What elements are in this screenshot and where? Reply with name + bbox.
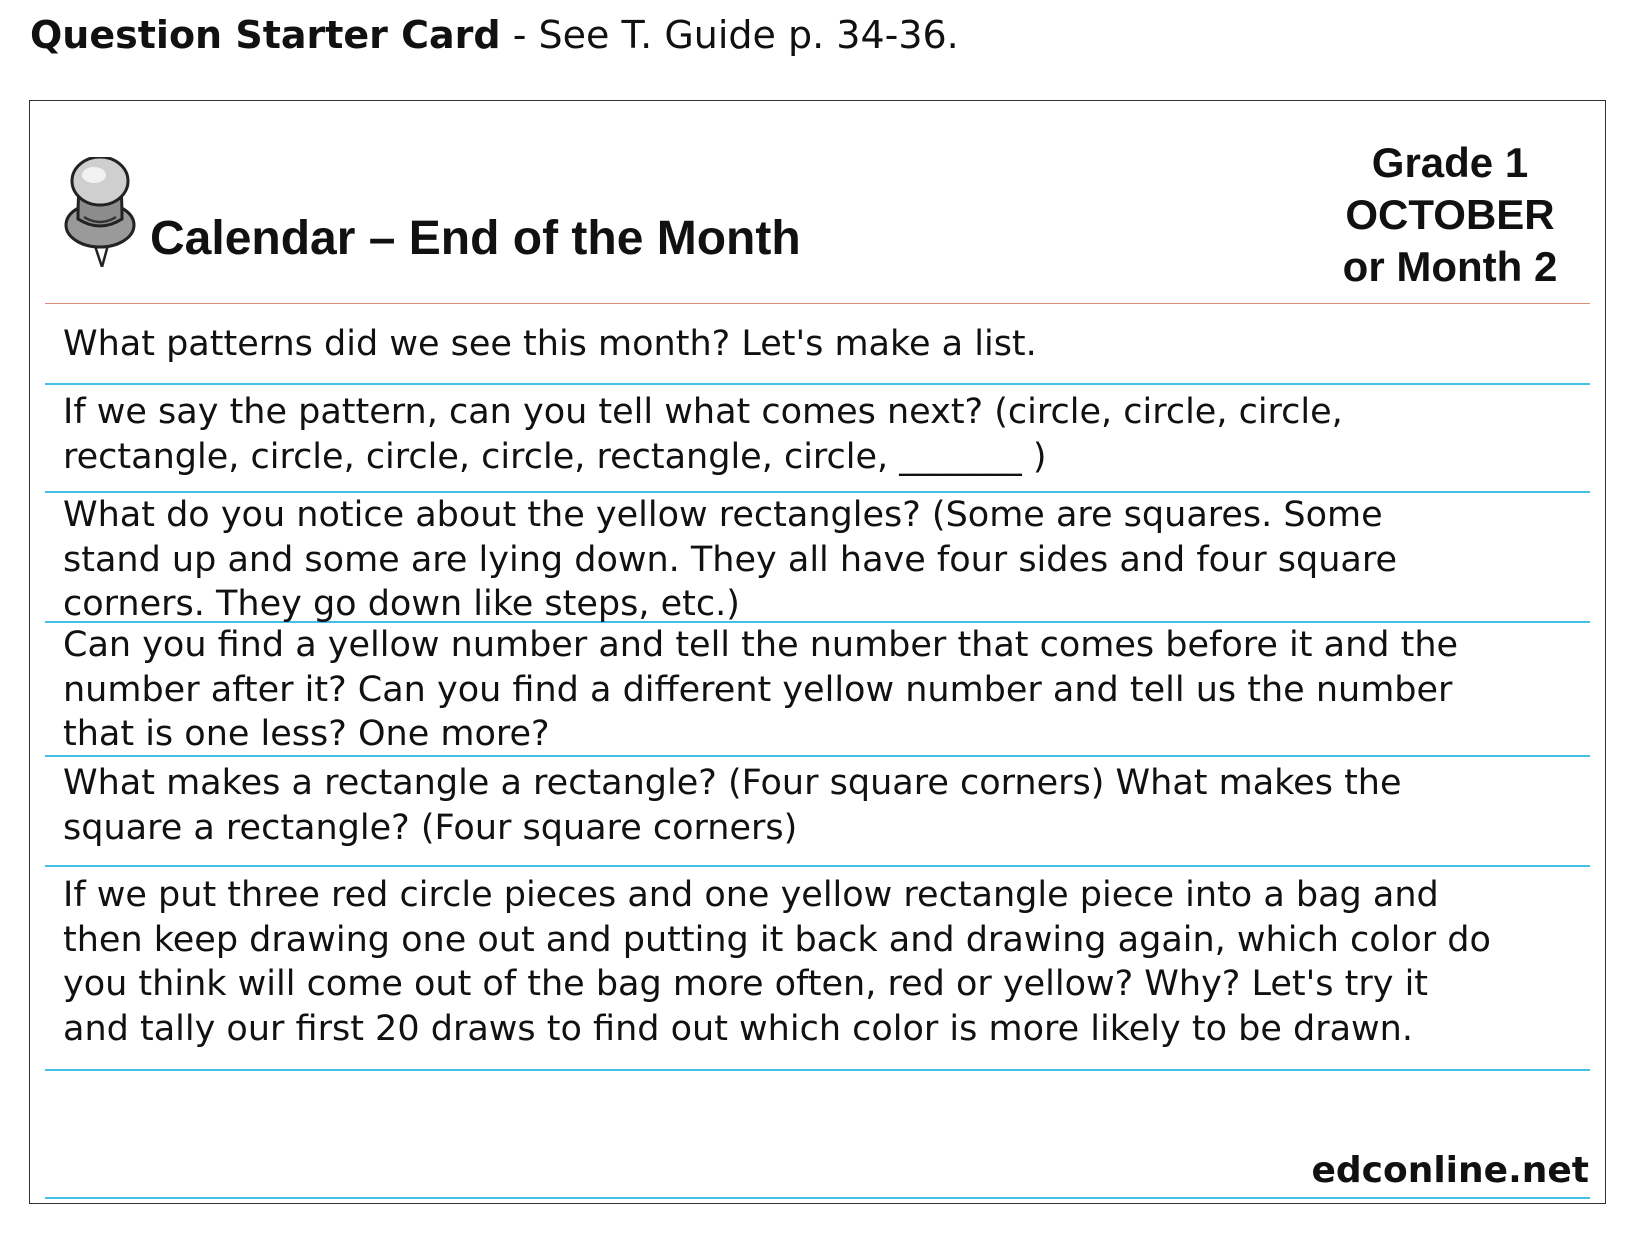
question-line: then keep drawing one out and putting it back and drawing again, which color do — [63, 919, 1491, 960]
month-label: OCTOBER — [1345, 191, 1555, 238]
question-card — [29, 100, 1606, 1204]
question-line: number after it? Can you find a different yellow number and tell us the number — [63, 669, 1453, 710]
question-line: that is one less? One more? — [63, 714, 550, 754]
question-item — [45, 867, 1590, 1071]
question-line: What do you notice about the yellow rectangles? (Some are squares. Some — [63, 495, 1383, 535]
question-line: Can you find a yellow number and tell the number that comes before it and the — [63, 625, 1459, 665]
question-text — [63, 873, 1582, 1051]
title-divider — [45, 303, 1590, 304]
guide-reference: - See T. Guide p. 34-36. — [500, 13, 959, 57]
question-item — [45, 623, 1590, 757]
card-title: Calendar – End of the Month — [150, 212, 801, 265]
pushpin-icon — [58, 157, 142, 267]
grade-label: Grade 1 — [1371, 139, 1529, 186]
question-text — [63, 390, 1582, 479]
question-line: What patterns did we see this month? Let's make a list. — [63, 324, 1037, 364]
question-text — [63, 322, 1582, 367]
question-line: and tally our first 20 draws to find out which color is more likely to be drawn. — [63, 1008, 1413, 1049]
footer-divider — [45, 1197, 1590, 1199]
question-text — [63, 493, 1582, 627]
question-line: If we say the pattern, can you tell what comes next? (circle, circle, circle, — [63, 392, 1343, 432]
question-item — [45, 385, 1590, 493]
grade-month-label — [1300, 137, 1600, 293]
page-header — [30, 12, 959, 58]
question-line: What makes a rectangle a rectangle? (Four square corners) What makes the — [63, 763, 1402, 803]
question-item — [45, 305, 1590, 385]
question-item — [45, 493, 1590, 623]
card-type-title: Question Starter Card — [30, 13, 501, 57]
question-line: stand up and some are lying down. They all have four sides and four square — [63, 539, 1398, 580]
month-number-label: or Month 2 — [1342, 243, 1558, 290]
question-line: corners. They go down like steps, etc.) — [63, 584, 740, 624]
question-item — [45, 757, 1590, 867]
question-line: If we put three red circle pieces and one yellow rectangle piece into a bag and — [63, 875, 1439, 915]
question-line: square a rectangle? (Four square corners) — [63, 807, 798, 848]
question-line: rectangle, circle, circle, circle, rectangle, circle, _______ ) — [63, 436, 1047, 477]
site-name: edconline.net — [1311, 1150, 1589, 1191]
question-text — [63, 623, 1582, 757]
question-line: you think will come out of the bag more often, red or yellow? Why? Let's try it — [63, 964, 1429, 1004]
question-text — [63, 761, 1582, 850]
